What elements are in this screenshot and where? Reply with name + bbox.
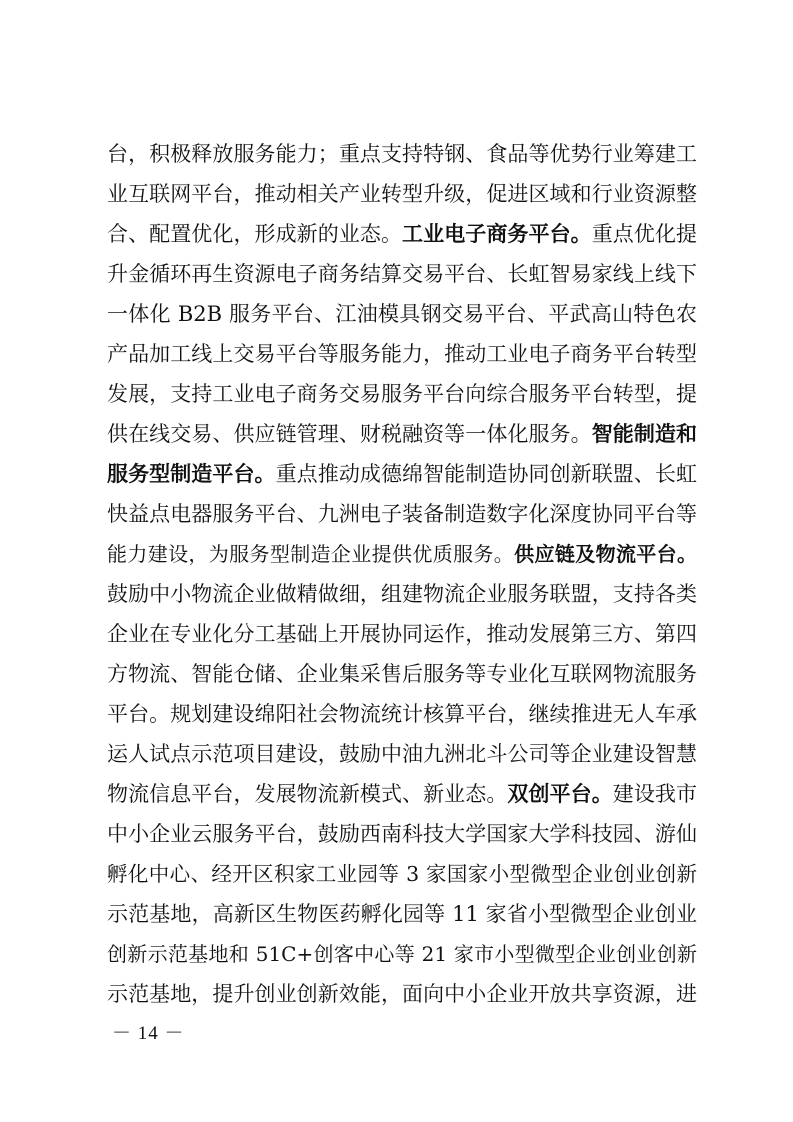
text-line xyxy=(107,534,697,574)
text-line xyxy=(107,614,697,654)
text-line xyxy=(107,654,697,694)
text-line xyxy=(107,374,697,414)
body-text-run: 供在线交易、供应链管理、财税融资等一体化服务。 xyxy=(107,422,592,446)
body-text-run: 重点优化提 xyxy=(591,222,697,246)
text-line xyxy=(107,414,697,454)
text-line xyxy=(107,134,697,174)
body-text-run: 方物流、智能仓储、企业集采售后服务等专业化互联网物流服务 xyxy=(107,662,697,686)
body-text-run: 发展，支持工业电子商务交易服务平台向综合服务平台转型，提 xyxy=(107,382,697,406)
body-text-run: 一体化 B2B 服务平台、江油模具钢交易平台、平武高山特色农 xyxy=(107,302,697,326)
text-line xyxy=(107,294,697,334)
body-text-run: 业互联网平台，推动相关产业转型升级，促进区域和行业资源整 xyxy=(107,182,697,206)
text-line xyxy=(107,774,697,814)
body-text-run: 快益点电器服务平台、九洲电子装备制造数字化深度协同平台等 xyxy=(107,502,697,526)
body-text-run: 创新示范基地和 51C+创客中心等 21 家市小型微型企业创业创新 xyxy=(107,942,697,966)
bold-heading-text: 工业电子商务平台。 xyxy=(402,222,592,246)
body-text-run: 产品加工线上交易平台等服务能力，推动工业电子商务平台转型 xyxy=(107,342,697,366)
text-line xyxy=(107,214,697,254)
body-text-run: 示范基地，提升创业创新效能，面向中小企业开放共享资源，进 xyxy=(107,982,697,1006)
text-line xyxy=(107,454,697,494)
text-line xyxy=(107,734,697,774)
text-line xyxy=(107,174,697,214)
page-number: － 14 － xyxy=(112,1023,185,1044)
text-line xyxy=(107,814,697,854)
body-text-run: 中小企业云服务平台，鼓励西南科技大学国家大学科技园、游仙 xyxy=(107,822,697,846)
body-text-run: 升金循环再生资源电子商务结算交易平台、长虹智易家线上线下 xyxy=(107,262,697,286)
body-text-run: 运人试点示范项目建设，鼓励中油九洲北斗公司等企业建设智慧 xyxy=(107,742,697,766)
body-text-run: 建设我市 xyxy=(612,782,697,806)
body-text-run: 企业在专业化分工基础上开展协同运作，推动发展第三方、第四 xyxy=(107,622,697,646)
bold-heading-text: 双创平台。 xyxy=(507,782,613,806)
body-text xyxy=(107,134,697,1014)
text-line xyxy=(107,894,697,934)
bold-heading-text: 供应链及物流平台。 xyxy=(514,542,697,566)
body-text-run: 鼓励中小物流企业做精做细，组建物流企业服务联盟，支持各类 xyxy=(107,582,697,606)
bold-heading-text: 服务型制造平台。 xyxy=(107,462,276,486)
text-line xyxy=(107,694,697,734)
body-text-run: 台，积极释放服务能力；重点支持特钢、食品等优势行业筹建工 xyxy=(107,142,697,166)
text-line xyxy=(107,974,697,1014)
text-line xyxy=(107,854,697,894)
body-text-run: 孵化中心、经开区积家工业园等 3 家国家小型微型企业创业创新 xyxy=(107,862,697,886)
body-text-run: 合、配置优化，形成新的业态。 xyxy=(107,222,403,246)
body-text-run: 示范基地，高新区生物医药孵化园等 11 家省小型微型企业创业 xyxy=(107,902,697,926)
body-text-run: 重点推动成德绵智能制造协同创新联盟、长虹 xyxy=(275,462,697,486)
body-text-run: 平台。规划建设绵阳社会物流统计核算平台，继续推进无人车承 xyxy=(107,702,697,726)
body-text-run: 能力建设，为服务型制造企业提供优质服务。 xyxy=(107,542,515,566)
text-line xyxy=(107,254,697,294)
text-line xyxy=(107,334,697,374)
body-text-run: 物流信息平台，发展物流新模式、新业态。 xyxy=(107,782,508,806)
text-line xyxy=(107,494,697,534)
text-line xyxy=(107,574,697,614)
text-line xyxy=(107,934,697,974)
bold-heading-text: 智能制造和 xyxy=(591,422,697,446)
